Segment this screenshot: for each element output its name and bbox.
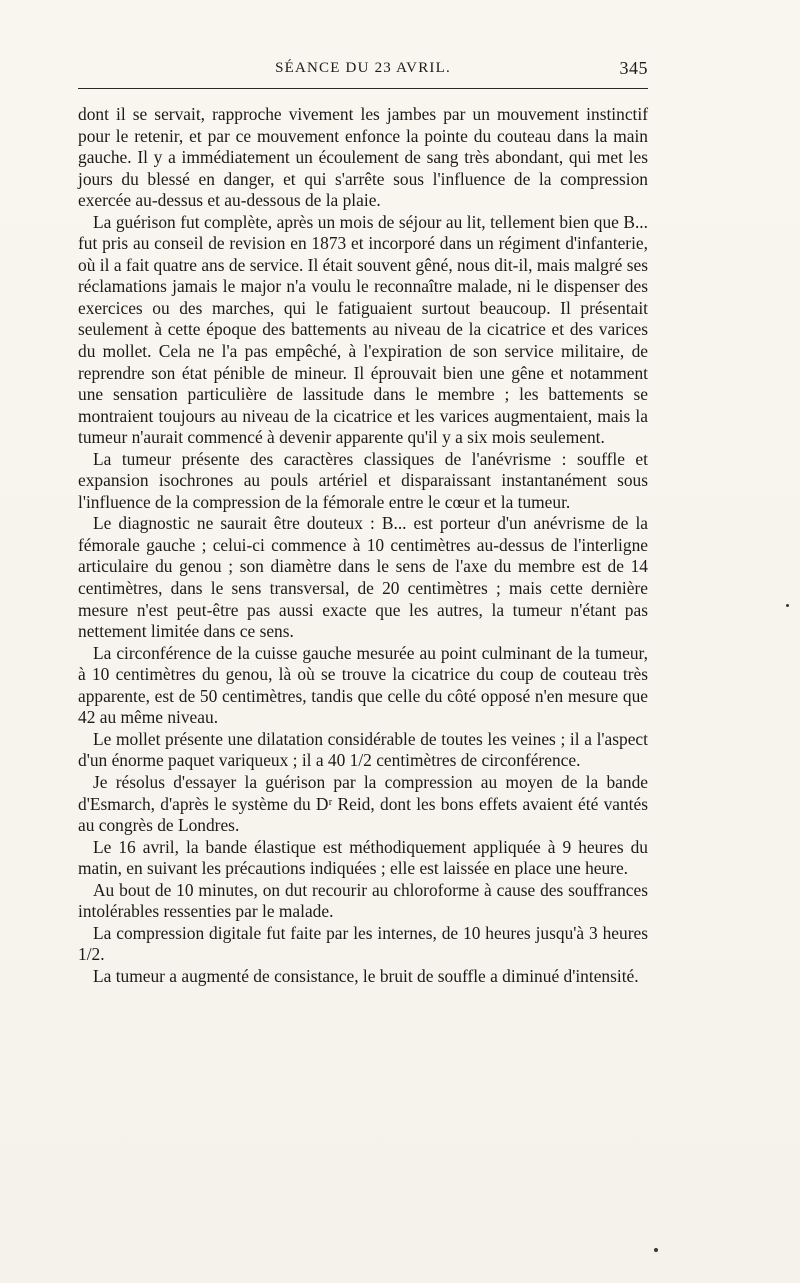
running-title: SÉANCE DU 23 AVRIL. bbox=[275, 60, 451, 76]
paragraph-2: La guérison fut complète, après un mois de séjour au lit, tellement bien que B... fut pris au conseil de revision en 1873 et incorporé dans un régiment d'infanterie, où il a fait quatre ans de service. Il était souvent gêné, nous dit-il, mais malgré ses réclamations jamais le major n'a voulu le reconnaître malade, ni le dispenser des exercices ou des marches, qui le fatiguaient surtout beaucoup. Il présentait seulement à cette époque des battements au niveau de la cicatrice et des varices du mollet. Cela ne l'a pas empêché, à l'expiration de son service militaire, de reprendre son état pénible de mineur. Il éprouvait bien une gêne et notamment une sensation particulière de lassitude dans le membre ; les battements se montraient toujours au niveau de la cicatrice et les varices augmentaient, mais la tumeur n'aurait commencé à devenir apparente qu'il y a six mois seulement. bbox=[78, 211, 648, 448]
print-speck bbox=[786, 604, 789, 607]
page-header bbox=[78, 58, 648, 82]
paragraph-4: Le diagnostic ne saurait être douteux : B... est porteur d'un anévrisme de la fémorale gauche ; celui-ci commence à 10 centimètres au-dessus de l'interligne articulaire du genou ; son diamètre dans le sens de l'axe du membre est de 14 centimètres, dans le sens transversal, de 20 centimètres ; mais cette dernière mesure n'est peut-être pas aussi exacte que les autres, la tumeur n'étant pas nettement limitée dans ce sens. bbox=[78, 513, 648, 642]
paragraph-5: La circonférence de la cuisse gauche mesurée au point culminant de la tumeur, à 10 centimètres du genou, là où se trouve la cicatrice du coup de couteau très apparente, est de 50 centimètres, tandis que celle du côté opposé n'en mesure que 42 au même niveau. bbox=[78, 642, 648, 728]
paragraph-7: Je résolus d'essayer la guérison par la compression au moyen de la bande d'Esmarch, d'après le système du Dʳ Reid, dont les bons effets avaient été vantés au congrès de Londres. bbox=[78, 771, 648, 836]
paragraph-10: La compression digitale fut faite par les internes, de 10 heures jusqu'à 3 heures 1/2. bbox=[78, 922, 648, 965]
paragraph-11: La tumeur a augmenté de consistance, le bruit de souffle a diminué d'intensité. bbox=[93, 965, 639, 986]
header-rule bbox=[78, 88, 648, 89]
page-number: 345 bbox=[619, 58, 648, 78]
paragraph-3: La tumeur présente des caractères classiques de l'anévrisme : souffle et expansion isochrones au pouls artériel et disparaissant instantanément sous l'influence de la compression de la fémorale entre le cœur et la tumeur. bbox=[78, 448, 648, 512]
paragraph-6: Le mollet présente une dilatation considérable de toutes les veines ; il a l'aspect d'un énorme paquet variqueux ; il a 40 1/2 centimètres de circonférence. bbox=[78, 728, 648, 771]
paragraph-9: Au bout de 10 minutes, on dut recourir au chloroforme à cause des souffrances intolérables ressenties par le malade. bbox=[78, 879, 648, 922]
print-speck bbox=[654, 1248, 658, 1252]
paragraph-8: Le 16 avril, la bande élastique est méthodiquement appliquée à 9 heures du matin, en suivant les précautions indiquées ; elle est laissée en place une heure. bbox=[78, 836, 648, 879]
body-text bbox=[78, 104, 648, 987]
paragraph-1: dont il se servait, rapproche vivement les jambes par un mouvement instinctif pour le retenir, et par ce mouvement enfonce la pointe du couteau dans la main gauche. Il y a immédiatement un écoulement de sang très abondant, qui met les jours du blessé en danger, et qui s'arrête sous l'influence de la compression exercée au-dessus et au-dessous de la plaie. bbox=[78, 104, 648, 211]
